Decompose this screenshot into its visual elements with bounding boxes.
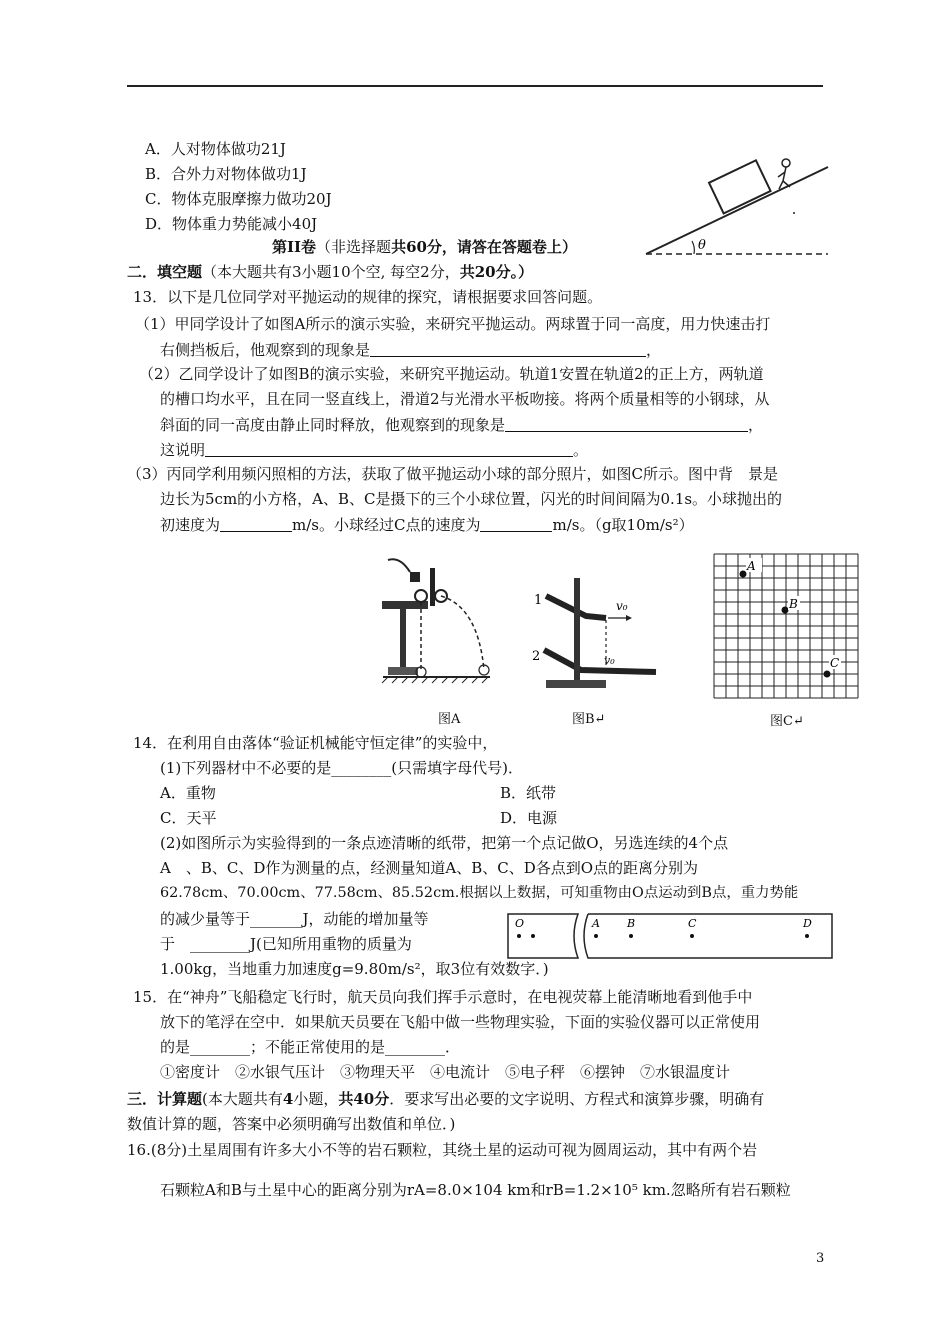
- q13-p1-l2-text: 右侧挡板后，他观察到的现象是: [160, 341, 371, 359]
- q13-p2-l1: （2）乙同学设计了如图B的演示实验，来研究平抛运动。轨道1安置在轨道2的正上方，两轨道: [139, 365, 764, 383]
- section-fill-desc-a: （本大题共有3小题10个空, 每空2分，: [202, 263, 460, 281]
- figure-b-v0-bottom: v₀: [604, 654, 615, 667]
- q13-p1-end: ，: [646, 341, 662, 359]
- q14-p2-l6: 1.00kg，当地重力加速度g=9.80m/s²，取3位有效数字．): [160, 960, 549, 978]
- figure-a-caption: 图A: [438, 712, 461, 727]
- q14-stem: 14．在利用自由落体“验证机械能守恒定律”的实验中，: [133, 734, 498, 752]
- q14-opt-b: B．纸带: [500, 784, 557, 802]
- section-calc-l1e: ．要求写出必要的文字说明、方程式和演算步骤，明确有: [389, 1090, 765, 1108]
- page-number: 3: [816, 1251, 825, 1266]
- paper-tape-figure: [506, 911, 836, 961]
- q14-p2-l4: 的减少量等于_______J，动能的增加量等: [160, 910, 429, 928]
- tape-label-o: O: [515, 917, 525, 930]
- figure-b-v0-top: v₀: [616, 599, 628, 613]
- q16-l2: 石颗粒A和B与土星中心的距离分别为rA=8.0×104 km和rB=1.2×10⁵ km.忽略所有岩石颗粒: [160, 1181, 791, 1199]
- option-b: B．合外力对物体做功1J: [145, 165, 307, 183]
- section-fill-label: 二．填空题: [127, 263, 203, 281]
- section-calc-l2: 数值计算的题，答案中必须明确写出数值和单位．): [127, 1115, 456, 1133]
- option-d: D．物体重力势能减小40J: [145, 215, 318, 233]
- q13-p2-l4: [160, 442, 588, 458]
- q13-p3-l3c: m/s。（g取10m/s²）: [552, 516, 694, 534]
- section-calc-l1b: 4: [282, 1090, 294, 1108]
- figure-b-label-1: 1: [534, 593, 543, 608]
- q14-p1: (1)下列器材中不必要的是________(只需填字母代号)．: [160, 759, 523, 777]
- q13-p2-l3: [160, 417, 763, 433]
- tape-label-c: C: [688, 917, 697, 930]
- section-calc-l1d: 共40分: [338, 1090, 390, 1108]
- q13-blank-4: [220, 517, 292, 532]
- figure-b: [526, 568, 658, 693]
- figure-c-label-b: B: [789, 597, 798, 611]
- q13-p3-l3b: m/s。小球经过C点的速度为: [292, 516, 481, 534]
- q14-p2-l3: 62.78cm、70.00cm、77.58cm、85.52cm.根据以上数据，可知重物由O点运动到B点，重力势能: [160, 885, 799, 901]
- q13-p3-l3: [160, 517, 694, 533]
- q13-stem: 13．以下是几位同学对平抛运动的规律的探究，请根据要求回答问题。: [133, 288, 603, 306]
- section-fill-desc-b: 共20分。）: [459, 263, 534, 281]
- figure-c-grid: [712, 552, 864, 704]
- section2-title-a: 第II卷: [272, 238, 317, 256]
- q13-blank-5: [480, 517, 552, 532]
- tape-label-a: A: [592, 917, 600, 930]
- section-calc-l1a: (本大题共有: [202, 1090, 283, 1108]
- q13-p2-l4-end: 。: [573, 441, 589, 459]
- section-calc-label: 三．计算题: [127, 1090, 203, 1108]
- q15-l2: 放下的笔浮在空中．如果航天员要在飞船中做一些物理实验，下面的实验仪器可以正常使用: [160, 1013, 761, 1031]
- q14-p2-l5: 于 ________J(已知所用重物的质量为: [160, 935, 412, 953]
- q15-l1: 15．在“神舟”飞船稳定飞行时，航天员向我们挥手示意时，在电视荧幕上能清晰地看到他手中: [133, 988, 753, 1006]
- q13-p1-l2: [160, 342, 661, 358]
- q13-p2-l3-text: 斜面的同一高度由静止同时释放，他观察到的现象是: [160, 416, 506, 434]
- q16-l1: 16.(8分)土星周围有许多大小不等的岩石颗粒，其绕土星的运动可视为圆周运动，其中有两个岩: [127, 1141, 758, 1159]
- q14-p2-l1: (2)如图所示为实验得到的一条点迹清晰的纸带，把第一个点记做O，另选连续的4个点: [160, 834, 729, 852]
- figure-b-label-2: 2: [532, 649, 541, 664]
- tape-label-d: D: [803, 917, 812, 930]
- q13-blank-3: [205, 442, 573, 457]
- section2-title: [272, 240, 577, 255]
- section2-title-c: 共60分，请答在答题卷上）: [391, 238, 577, 256]
- q13-blank-2: [505, 417, 748, 432]
- option-a: A．人对物体做功21J: [145, 140, 286, 158]
- option-c: C．物体克服摩擦力做功20J: [145, 190, 332, 208]
- q15-l3: 的是________；不能正常使用的是________．: [160, 1038, 461, 1056]
- section-calc-l1: [127, 1092, 764, 1107]
- angle-label: θ: [698, 238, 706, 253]
- section2-title-b: （非选择题: [316, 238, 392, 256]
- q13-p3-l3a: 初速度为: [160, 516, 221, 534]
- q13-p2-l3-end: ，: [748, 416, 764, 434]
- q13-p2-l4-text: 这说明: [160, 441, 206, 459]
- q13-p3-l1: （3）丙同学利用频闪照相的方法，获取了做平抛运动小球的部分照片，如图C所示。图中背 景是: [127, 465, 779, 483]
- header-rule: [127, 85, 823, 87]
- figure-a: [378, 552, 496, 684]
- q14-opt-a: A．重物: [160, 784, 216, 802]
- section-calc-l1c: 小题，: [293, 1090, 339, 1108]
- figure-c-label-c: C: [830, 656, 840, 670]
- q13-p1-l1: （1）甲同学设计了如图A所示的演示实验，来研究平抛运动。两球置于同一高度，用力快速击打: [135, 315, 771, 333]
- figure-b-caption: 图B↵: [572, 712, 606, 727]
- section-fill-heading: [127, 265, 533, 280]
- tape-label-b: B: [627, 917, 636, 930]
- q14-opt-c: C．天平: [160, 809, 217, 827]
- q13-blank-1: [370, 342, 646, 357]
- figure-c-label-a: A: [747, 559, 756, 573]
- q13-p3-l2: 边长为5cm的小方格，A、B、C是摄下的三个小球位置，闪光的时间间隔为0.1s。小球抛出的: [160, 490, 783, 508]
- q13-p2-l2: 的槽口均水平，且在同一竖直线上，滑道2与光滑水平板吻接。将两个质量相等的小钢球，从: [160, 390, 770, 408]
- q14-opt-d: D．电源: [500, 809, 558, 827]
- q14-p2-l2: A 、B、C、D作为测量的点，经测量知道A、B、C、D各点到O点的距离分别为: [160, 859, 699, 877]
- q15-l4: ①密度计 ②水银气压计 ③物理天平 ④电流计 ⑤电子秤 ⑥摆钟 ⑦水银温度计: [160, 1063, 731, 1081]
- incline-figure: [642, 153, 832, 263]
- figure-c-caption: 图C↵: [770, 714, 804, 729]
